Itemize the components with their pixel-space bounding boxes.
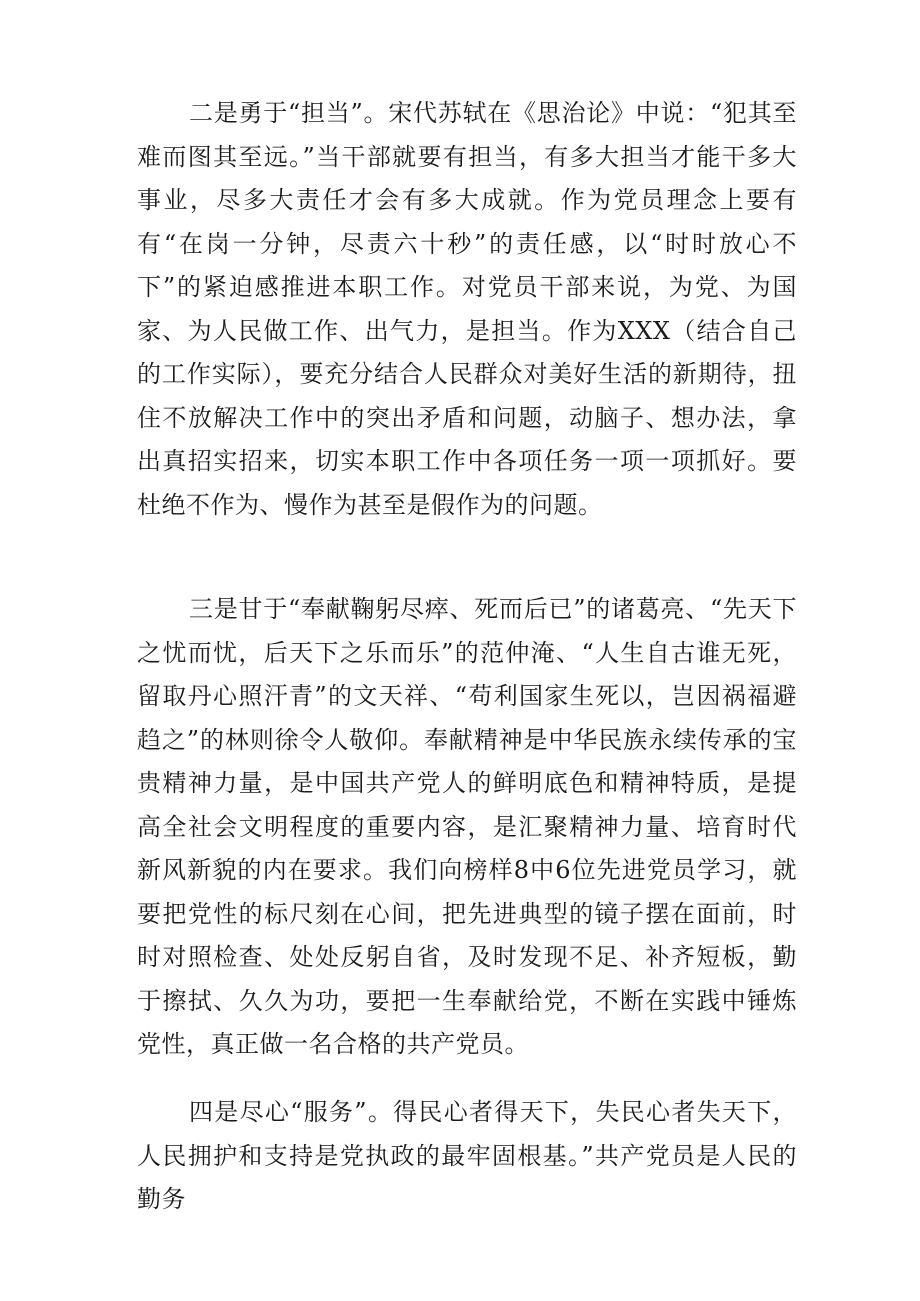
- paragraph-wholehearted-service: 四是尽心“服务”。得民心者得天下，失民心者失天下，人民拥护和支持是党执政的最牢固根基。”共产党员是人民的勤务: [137, 1098, 797, 1213]
- paragraph-courage-to-take-responsibility: 二是勇于“担当”。宋代苏轼在《思治论》中说：“犯其至难而图其至远。”当干部就要有担当，有多大担当才能干多大事业，尽多大责任才会有多大成就。作为党员理念上要有有“在岗一分钟，尽责六十秒”的责任感，以“时时放心不下”的紧迫感推进本职工作。对党员干部来说，为党、为国家、为人民做工作、出气力，是担当。作为XXX（结合自己的工作实际），要充分结合人民群众对美好生活的新期待，扭住不放解决工作中的突出矛盾和问题，动脑子、想办法，拿出真招实招来，切实本职工作中各项任务一项一项抓好。要杜绝不作为、慢作为甚至是假作为的问题。: [137, 99, 797, 519]
- paragraph-willing-to-dedicate: 三是甘于“奉献鞠躬尽瘁、死而后已”的诸葛亮、“先天下之忧而忧，后天下之乐而乐”的范仲淹、“人生自古谁无死，留取丹心照汗青”的文天祥、“苟利国家生死以，岂因祸福避趋之”的林则徐令人敬仰。奉献精神是中华民族永续传承的宝贵精神力量，是中国共产党人的鲜明底色和精神特质，是提高全社会文明程度的重要内容，是汇聚精神力量、培育时代新风新貌的内在要求。我们向榜样8中6位先进党员学习，就要把党性的标尺刻在心间，把先进典型的镜子摆在面前，时时对照检查、处处反躬自省，及时发现不足、补齐短板，勤于擦拭、久久为功，要把一生奉献给党，不断在实践中锤炼党性，真正做一名合格的共产党员。: [137, 595, 797, 1058]
